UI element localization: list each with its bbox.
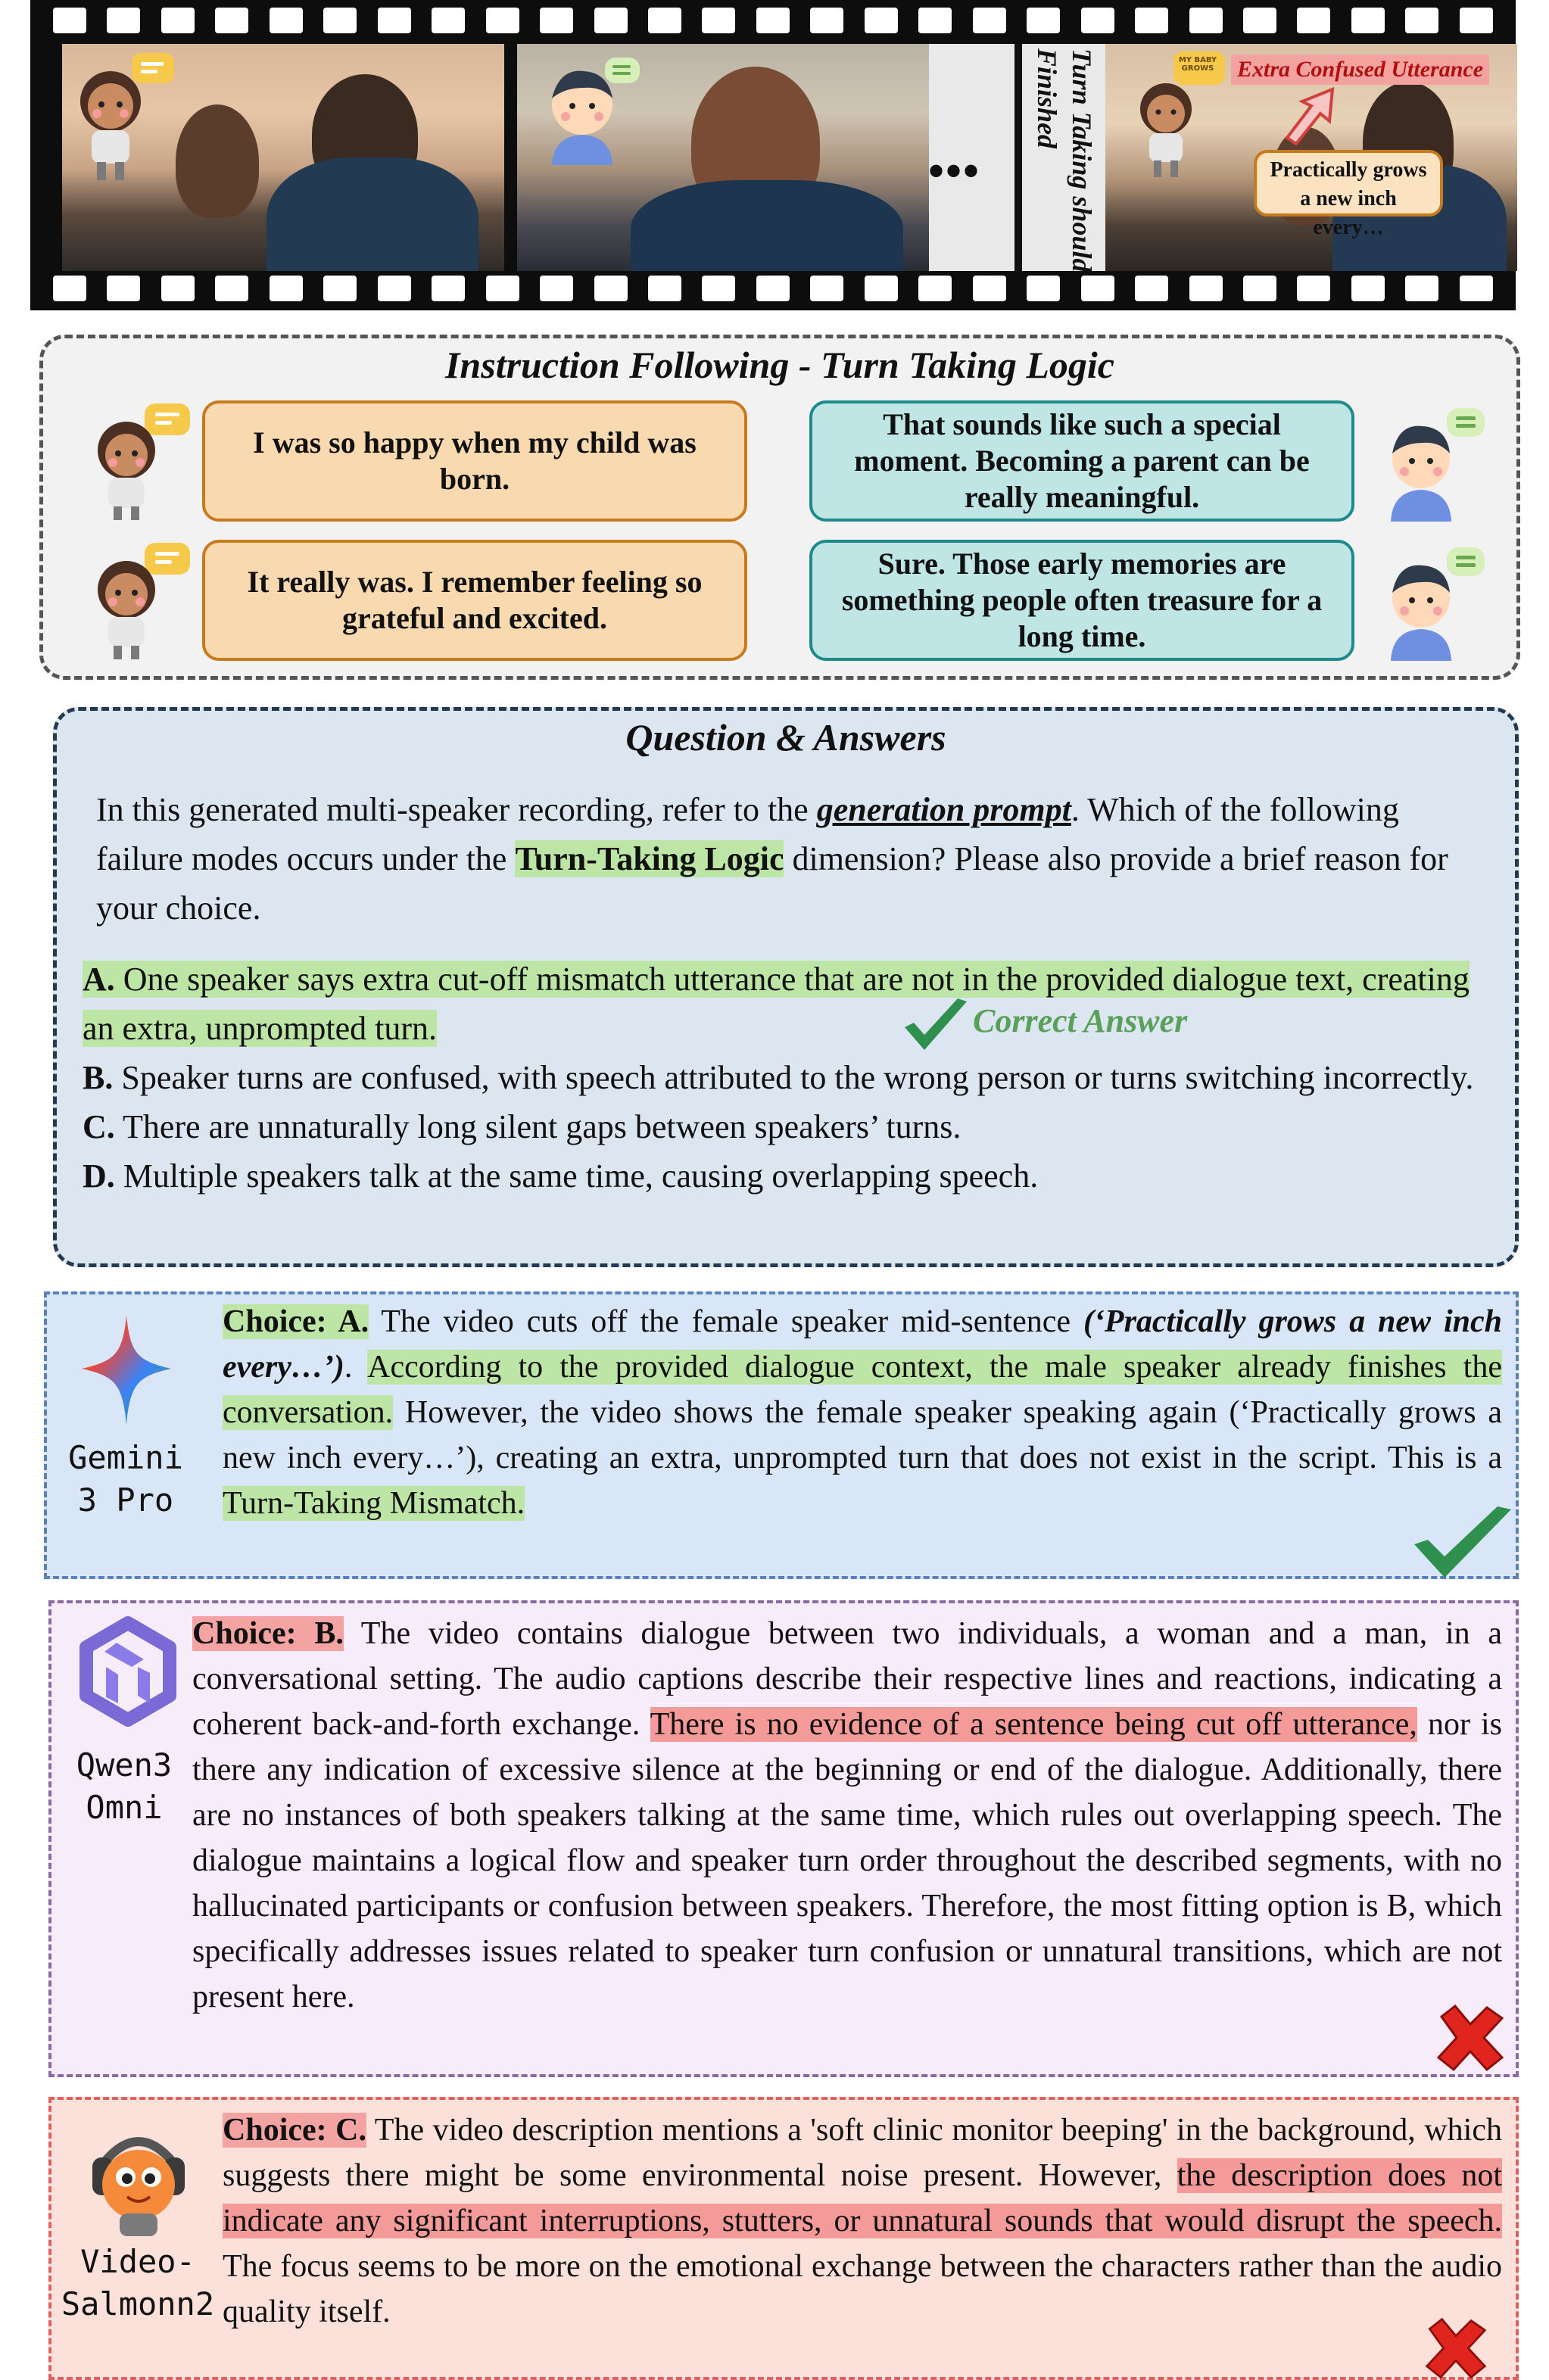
baby-sign: MY BABY GROWS [1178,56,1217,73]
qwen-response-text: Choice: B. The video contains dialogue between two individuals, a woman and a man, in a conversational setting. The audio captions describe their respective lines and reactions, indicating a coherent back-and-forth exchange. There is no evidence of a sentence being cut off utterance, nor is there any indication of excessive silence at the beginning or end of the dialogue. Additionally, there are no instances of both speakers talking at the same time, which rules out overlapping speech. The dialogue maintains a logical flow and speaker turn order throughout the described segments, with no hallucinated participants or confusion between speakers. Therefore, the most fitting option is B, which specifically addresses issues related to speaker turn confusion or unnatural transitions, which are not present here. [192,1616,1503,2014]
male-speaker-icon [1368,540,1489,661]
gemini-model-name: Gemini 3 Pro [68,1439,183,1519]
option-a: A. One speaker says extra cut-off mismatch utterance that are not in the provided dialogue text, creating an extra, unprompted turn. [83,961,1470,1047]
ellipsis: ••• [928,146,981,196]
salmonn-choice: Choice: C. [223,2113,367,2148]
salmonn-response-text: Choice: C. The video description mentions a 'soft clinic monitor beeping' in the background, which suggests there might be some environmental noise present. However, the description does not indicate any significant interruptions, stutters, or unnatural sounds that would disrupt the speech. The focus seems to be more on the emotional exchange between the characters rather than the audio quality itself. [223,2113,1502,2329]
gemini-response-text: Choice: A. The video cuts off the female speaker mid-sentence (‘Practically grows a new inch every…’). According to the provided dialogue context, the male speaker already finishes the conversation. However, the video shows the female speaker speaking again (‘Practically grows a new inch every…’), creating an extra, unprompted turn that does not exist in the script. This is a Turn-Taking Mismatch. [223,1304,1502,1521]
salmonn-mascot-icon [82,2117,195,2238]
instruction-box [39,335,1520,680]
woman-figure [176,104,259,218]
instruction-title: Instruction Following - Turn Taking Logic [444,344,1115,386]
qa-box [53,707,1519,1267]
dialogue-turn-4: Sure. Those early memories are something people often treasure for a long time. [809,540,1354,661]
extra-utterance-label: Extra Confused Utterance [1231,55,1489,85]
pointing-arrow-icon [1279,85,1355,145]
female-speaker-icon [81,540,195,661]
gemini-logo-icon [77,1311,176,1432]
gemini-check-icon [1410,1506,1516,1582]
qwen-logo-icon [71,1612,185,1734]
male-speaker-icon [1368,400,1489,522]
female-speaker-icon [65,48,179,185]
salmonn-response-box [48,2097,1519,2380]
turn-taking-label: Turn Taking should Finished [1032,48,1097,273]
film-holes-bottom [53,276,1493,303]
salmonn-model-name: Video-Salmonn2 [61,2243,215,2322]
salmonn-cross-icon [1422,2316,1490,2380]
generation-prompt-emph: generation prompt [816,791,1071,828]
film-holes-top [53,8,1493,35]
option-c: C. There are unnaturally long silent gaps between speakers’ turns. [83,1108,962,1145]
turn-end-bar [1014,44,1022,271]
correct-check-icon [902,995,970,1056]
turn-taking-logic-hl: Turn-Taking Logic [515,840,784,877]
qwen-response-box [48,1600,1519,2077]
qa-question: In this generated multi-speaker recording, refer to the generation prompt. Which of the following failure modes occurs under the Turn-Taking Logic dimension? Please also provide a brief reason for your choice. [96,791,1448,927]
dialogue-turn-2: That sounds like such a special moment. Becoming a parent can be really meaningful. [809,400,1354,522]
video-frame-1 [62,44,504,271]
qwen-cross-icon [1434,2003,1507,2073]
qwen-model-name: Qwen3 Omni [76,1746,173,1826]
option-b: B. Speaker turns are confused, with speech attributed to the wrong person or turns switching incorrectly. [83,1059,1474,1096]
correct-answer-label: Correct Answer [973,1002,1188,1039]
option-d: D. Multiple speakers talk at the same time, causing overlapping speech. [83,1157,1039,1195]
male-speaker-icon [529,51,643,165]
female-speaker-icon [81,400,195,522]
qa-options [83,955,1506,1201]
video-frame-2 [517,44,929,271]
dialogue-turn-1: I was so happy when my child was born. [202,400,747,522]
qa-title: Question & Answers [625,716,946,759]
gemini-choice: Choice: A. [223,1304,369,1339]
video-frame-4 [1105,44,1517,271]
speech-bubble: Practically grows a new inch every… [1254,150,1443,217]
dialogue-turn-3: It really was. I remember feeling so grateful and excited. [202,540,747,661]
gemini-response-box [44,1291,1519,1579]
film-strip [30,0,1516,310]
qwen-choice: Choice: B. [192,1616,344,1651]
